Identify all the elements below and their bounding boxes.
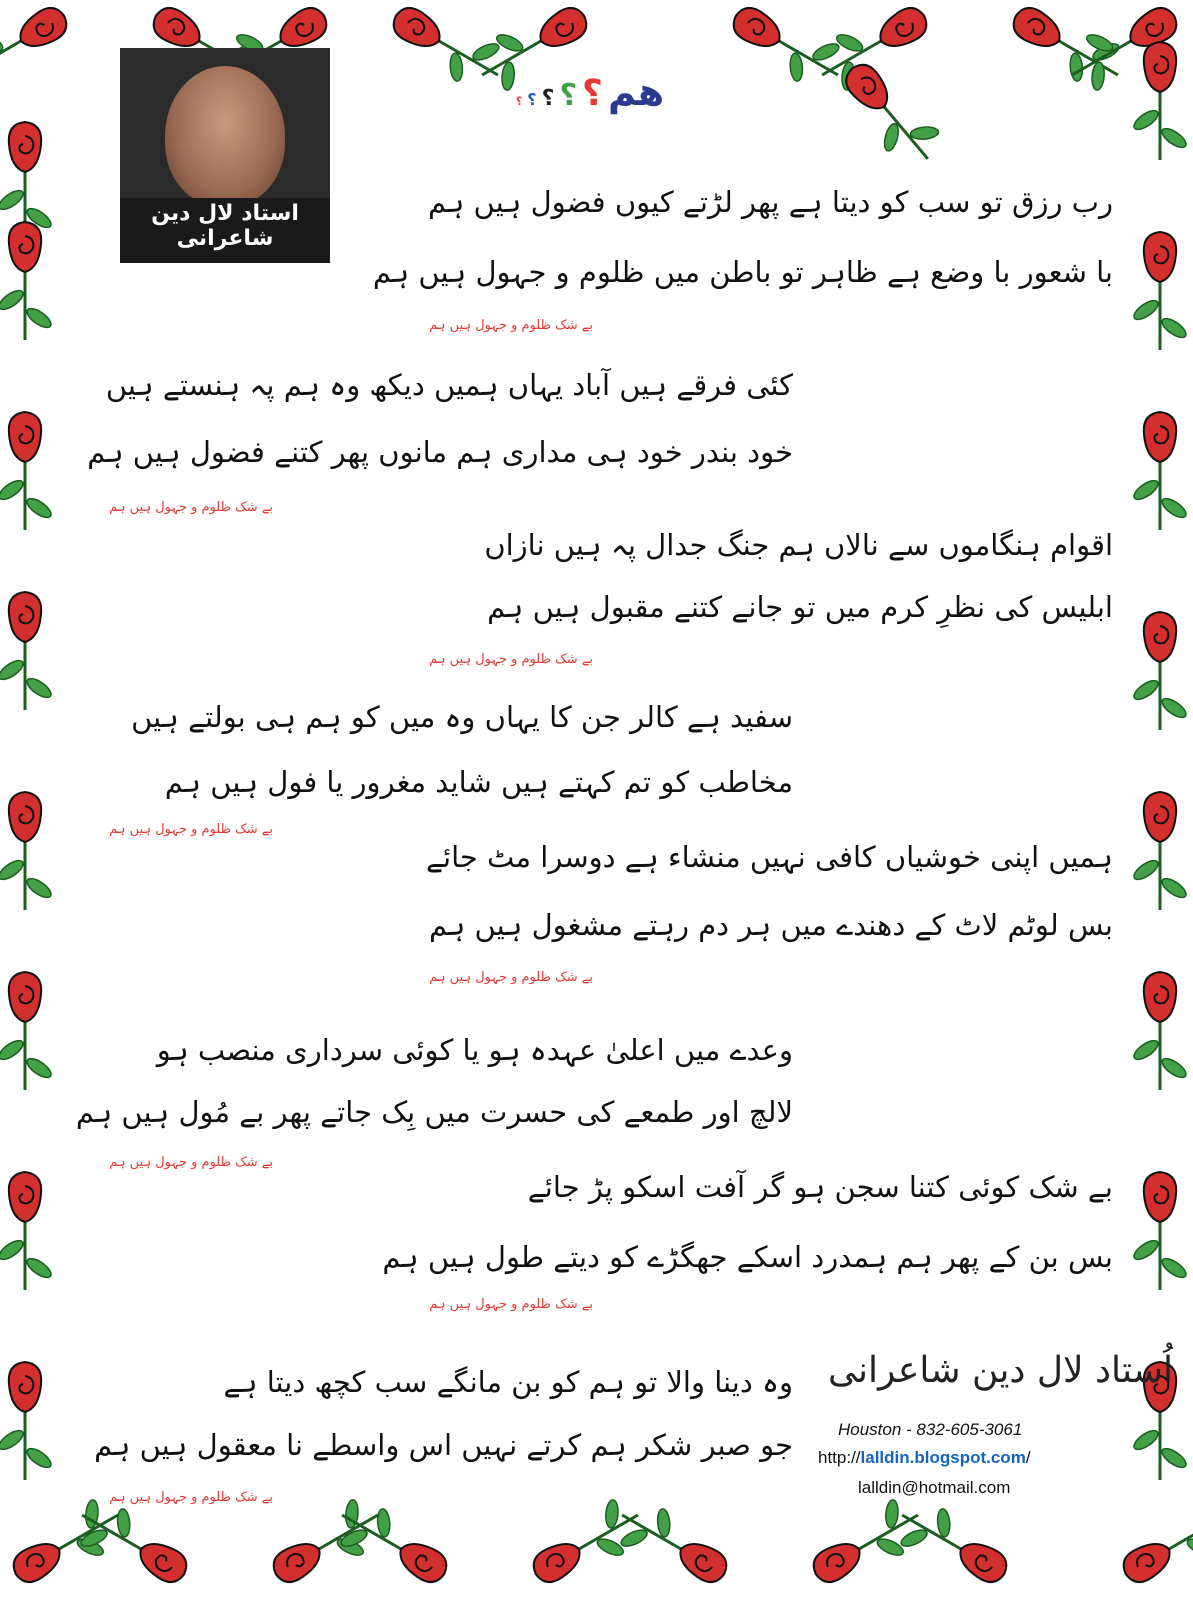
- url-prefix: http://: [818, 1448, 861, 1467]
- contact-email[interactable]: lalldin@hotmail.com: [858, 1478, 1011, 1497]
- rose-icon: [1, 1490, 132, 1599]
- rose-icon: [0, 1172, 54, 1290]
- rose-icon: [1131, 612, 1189, 730]
- rose-icon: [0, 792, 54, 910]
- stanza-2-line-2: خود بندر خود ہی مداری ہم مانوں پھر کتنے فضول ہیں ہم: [87, 435, 793, 469]
- contact-url[interactable]: [818, 1448, 1031, 1468]
- blog-link[interactable]: lalldin.blogspot.com: [860, 1448, 1026, 1467]
- portrait-photo: [120, 48, 330, 263]
- stanza-3-refrain: بے شک ظلوم و جہول ہیں ہم: [429, 652, 593, 667]
- rose-icon: [1131, 1172, 1189, 1290]
- question-mark-5: ؟: [515, 95, 523, 108]
- rose-icon: [0, 222, 54, 340]
- stanza-4-refrain: بے شک ظلوم و جہول ہیں ہم: [109, 822, 273, 837]
- url-suffix: /: [1025, 1448, 1031, 1467]
- rose-icon: [0, 412, 54, 530]
- stanza-3-line-2: ابلیس کی نظرِ کرم میں تو جانے کتنے مقبول ہیں ہم: [487, 590, 1113, 624]
- contact-phone: Houston - 832-605-3061: [838, 1420, 1023, 1439]
- title-word: هم: [608, 70, 665, 114]
- rose-icon: [0, 1362, 54, 1480]
- stanza-2-refrain: بے شک ظلوم و جہول ہیں ہم: [109, 500, 273, 515]
- stanza-8-refrain: بے شک ظلوم و جہول ہیں ہم: [109, 1490, 273, 1505]
- stanza-8-line-2: جو صبر شکر ہم کرتے نہیں اس واسطے نا معقول ہیں ہم: [94, 1428, 793, 1462]
- stanza-5-line-1: ہمیں اپنی خوشیاں کافی نہیں منشاء ہے دوسرا مٹ جائے: [426, 840, 1113, 874]
- stanza-6-line-2: لالچ اور طمعے کی حسرت میں بِک جاتے پھر بے مُول ہیں ہم: [75, 1095, 793, 1129]
- question-mark-1: ؟: [582, 73, 603, 114]
- stanza-7-refrain: بے شک ظلوم و جہول ہیں ہم: [429, 1297, 593, 1312]
- rose-icon: [608, 1490, 739, 1599]
- rose-icon: [1111, 1490, 1193, 1599]
- stanza-2-line-1: کئی فرقے ہیں آباد یہاں ہمیں دیکھ وہ ہم پہ ہنستے ہیں: [105, 368, 793, 402]
- rose-icon: [261, 1490, 392, 1599]
- poem-title: [480, 70, 700, 140]
- portrait-caption: استاد لال دین شاعرانی: [151, 201, 299, 251]
- stanza-6-refrain: بے شک ظلوم و جہول ہیں ہم: [109, 1155, 273, 1170]
- stanza-7-line-2: بس بن کے پھر ہم ہمدرد اسکے جھگڑے کو دیتے طول ہیں ہم: [382, 1240, 1113, 1274]
- question-mark-3: ؟: [541, 86, 555, 111]
- stanza-5-refrain: بے شک ظلوم و جہول ہیں ہم: [429, 970, 593, 985]
- stanza-8-line-1: وہ دینا والا تو ہم کو بن مانگے سب کچھ دیتا ہے: [223, 1365, 793, 1399]
- stanza-1-line-1: رب رزق تو سب کو دیتا ہے پھر لڑتے کیوں فضول ہیں ہم: [428, 185, 1113, 219]
- stanza-6-line-1: وعدے میں اعلیٰ عہدہ ہو یا کوئی سرداری منصب ہو: [156, 1033, 793, 1067]
- stanza-4-line-2: مخاطب کو تم کہتے ہیں شاید مغرور یا فول ہیں ہم: [164, 765, 793, 799]
- stanza-1-refrain: بے شک ظلوم و جہول ہیں ہم: [429, 318, 593, 333]
- question-mark-2: ؟: [559, 78, 577, 113]
- stanza-7-line-1: بے شک کوئی کتنا سجن ہو گر آفت اسکو پڑ جائے: [527, 1170, 1113, 1204]
- portrait-face: [165, 66, 285, 206]
- rose-icon: [0, 592, 54, 710]
- rose-icon: [721, 0, 852, 100]
- rose-icon: [0, 972, 54, 1090]
- rose-icon: [888, 1490, 1019, 1599]
- rose-icon: [1131, 42, 1189, 160]
- rose-icon: [0, 0, 79, 100]
- rose-icon: [1131, 412, 1189, 530]
- stanza-3-line-1: اقوام ہنگاموں سے نالاں ہم جنگ جدال پہ ہیں نازاں: [484, 528, 1113, 562]
- stanza-4-line-1: سفید ہے کالر جن کا یہاں وہ میں کو ہم ہی بولتے ہیں: [131, 700, 793, 734]
- rose-icon: [1131, 232, 1189, 350]
- stanza-5-line-2: بس لوٹم لاٹ کے دھندے میں ہر دم رہتے مشغول ہیں ہم: [429, 908, 1113, 942]
- rose-icon: [1131, 792, 1189, 910]
- signature-name: اُستاد لال دین شاعرانی: [828, 1350, 1174, 1391]
- question-mark-4: ؟: [527, 90, 537, 109]
- stanza-1-line-2: با شعور با وضع ہے ظاہر تو باطن میں ظلوم و جہول ہیں ہم: [372, 255, 1113, 289]
- rose-icon: [1131, 972, 1189, 1090]
